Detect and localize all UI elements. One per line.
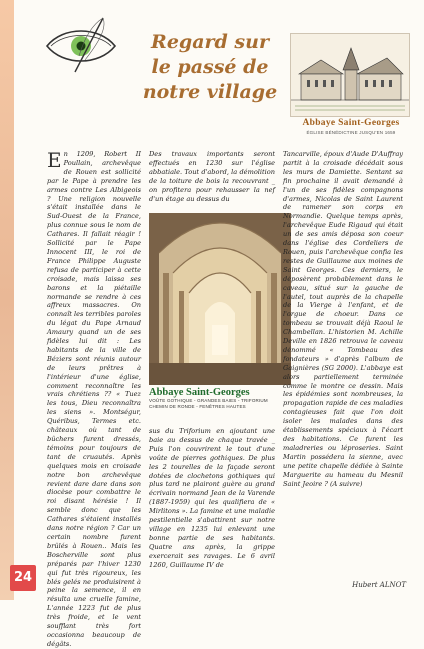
nave-photo: [149, 213, 291, 385]
article-column-3: [283, 150, 403, 582]
photo-caption-line-1: VOÛTE GOTHIQUE - GRANDES BAIES - TRIFORIUM: [149, 398, 268, 403]
left-decor-band: [0, 0, 14, 600]
column-3-text: Tancarville, époux d'Aude D'Auffray partit à la croisade décédait sous les murs de Damiette. Sentant sa fin prochaine il avait demandé à l'un de ses fidèles compagnons d'armes, Nicolas de Saint Laurent de ramener son corps en Normandie. Quelque temps après, l'archevêque Eude Rigaud qui était un de ses amis déposa son coeur dans l'église des Cordeliers de Rouen, puis l'archevêque confia les restes de Guillaume aux moines de Saint Georges. Ces derniers, le déposèrent probablement dans le caveau, situé sur la gauche de l'autel, tout auprès de la chapelle de la Vierge à l'enfant, et de l'orgue de choeur. Dans ce tombeau se trouvait déjà Raoul le Chambellan. L'historien M. Achille Deville en 1826 retrouva le caveau dénommé « Tombeau des fondateurs » d'après l'album de Gaignières (SG 2000). L'abbaye est alors partiellement terminée comme le montre ce dessin. Mais les épidémies sont nombreuses, la propagation rapide de ces maladies contagieuses fait que l'on doit isoler les malades dans des établissements spéciaux à l'écart des habitations. Ce furent les maladreries ou léproseries. Saint Martin possédera la sienne, avec une petite chapelle dédiée à Sainte Marguerite au hameau du Mesnil Saint Jeoire ? (A suivre): [283, 150, 403, 488]
article-column-1: [47, 148, 141, 648]
page-number: 24: [10, 565, 36, 591]
column-2-bottom-text: sus du Triforium en ajoutant une baie au dessus de chaque travée _ Puis l'on couvrirent le tout d'une voûte de pierres gothiques. De plus les 2 tourelles de la façade seront dotées de clochetons gothiques qui plus tard ne plairont guère au grand écrivain normand Jean de la Varende (1887-1959) qui les qualifiera de « Mirlitons ». La famine et une maladie pestilentielle s'abattirent sur notre village en 1235 lui enlevant une bonne partie de ses habitants. Quatre ans après, la grippe exercerait ses ravages. Le 6 avril 1260, Guillaume IV de: [149, 427, 275, 569]
author-signature: Hubert ALNOT: [352, 581, 406, 589]
abbey-figure-subtitle: ÉGLISE BÉNÉDICTINE JUSQU'EN 1659: [306, 130, 396, 135]
photo-caption-line-2: CHEMIN DE RONDE - FENÊTRES HAUTES: [149, 404, 246, 409]
drop-cap: E: [47, 148, 62, 172]
page-title: [135, 30, 285, 105]
photo-caption-title: Abbaye Saint-Georges: [149, 387, 250, 398]
photo-caption: [149, 387, 276, 410]
title-line-1: Regard sur: [151, 31, 269, 53]
article-column-2-top: [149, 150, 275, 216]
article-column-2-bottom: [149, 427, 275, 577]
title-line-3: notre village: [142, 81, 278, 103]
title-line-2: le passé de: [151, 56, 269, 78]
column-1-text: n 1209, Robert II Poullain, archevêque de Rouen est sollicité par le Pape à prendre les armes contre Les Albigeois ? Une religion nouvelle s'était installée dans le Sud-Ouest de la France, plus connue sous le nom de Cathares. Il fallait réagir ! Sollicité par le Pape Innocent III, le roi de France Philippe Auguste refusa de participer à cette croisade, mais laissa ses barons et la piétaille normande se rendre à ces affreux massacres. On connaît les terribles paroles du légat du Pape Arnaud Amaury quand un de ses fidèles lui dit : Les habitants de la ville de Béziers sont réunis autour de leurs prêtres à l'intérieur d'une église, comment reconnaître les vrais chrétiens ?? « Tuez les tous, Dieu reconnaîtra les siens ». Montségur, Quéribus, Termes etc. châteaux où tant de bûchers furent dressés, témoins pour toujours de tant de cruautés. Après quelques mois en croisade notre bon archevêque revient dare dare dans son diocèse pour combattre le roi disant hérésie ! Il semble donc que les Cathares s'étaient installés dans notre région ? Car un certain nombre furent brûlés à Rouen.. Mais les Boscherville sont plus préparés par l'hiver 1230 qui fut très rigoureux, les blés gelés ne produisirent à peine la semence, il en résulta une cruelle famine, L'année 1223 fut de plus très froide, et le vent soufflant très fort occasionna beaucoup de dégâts.: [47, 150, 141, 648]
abbey-figure-title: Abbaye Saint-Georges: [302, 118, 400, 128]
eye-feather-logo: [45, 16, 117, 76]
column-2-top-text: Des travaux importants seront effectués en 1230 sur l'église abbatiale. Tout d'abord, la démolition de la toiture de bois la recouvrant _ on profitera pour rehausser la nef d'un étage au dessus du: [149, 150, 275, 203]
abbey-drawing: [290, 33, 410, 117]
